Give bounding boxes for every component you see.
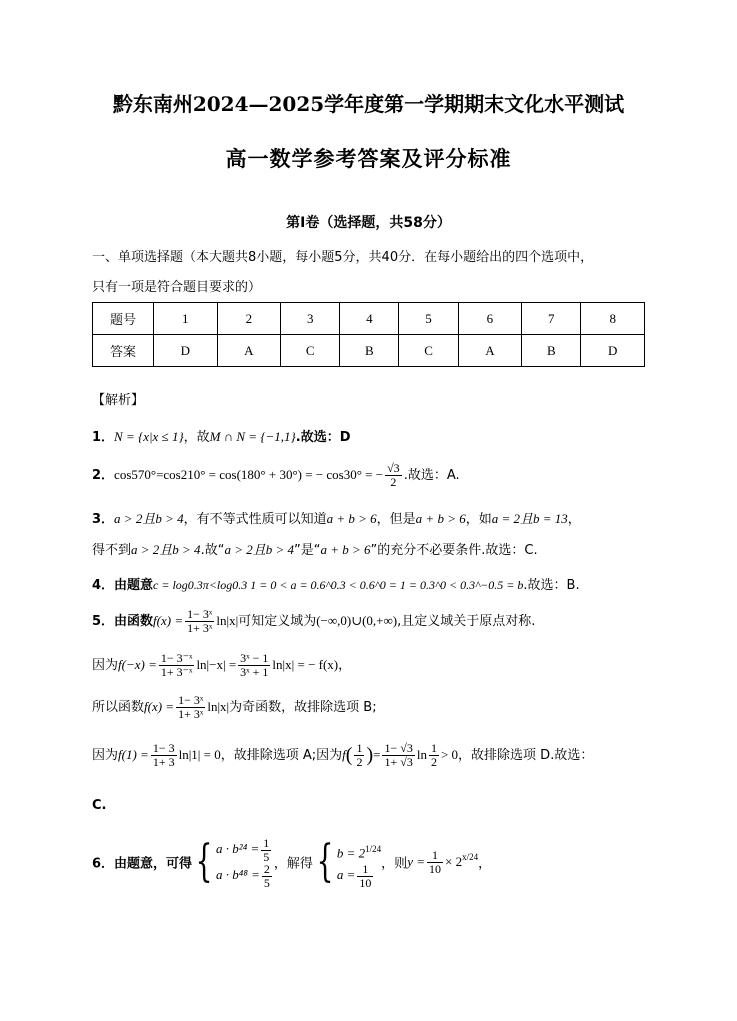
text: ，解得 (273, 856, 313, 872)
row-label-answer: 答案 (93, 335, 154, 367)
fraction-numerator: √3 (387, 461, 400, 475)
fraction-denominator: 5 (263, 849, 270, 864)
fraction (176, 694, 205, 721)
math-expr: a = (336, 867, 356, 882)
math-expr: > 0 (440, 747, 459, 762)
math-expr: c = log0.3π<log0.3 1 = 0 < a = 0.6^0.3 < 0.6^0 = 1 = 0.3^0 < 0.3^−0.5 = b (153, 578, 524, 592)
solution-5-line-5: C. (92, 798, 107, 813)
text: ，有不等式性质可以知道 (183, 512, 327, 527)
math-expr: = (373, 747, 381, 762)
math-expr: N = {x|x ≤ 1} (114, 429, 184, 444)
left-brace-icon: { (195, 836, 213, 887)
math-expr: a · b²⁴ = (216, 841, 260, 856)
intro-line-1: 一、单项选择题（本大题共8小题，每小题5分，共40分．在每小题给出的四个选项中， (92, 250, 594, 265)
solution-5-line-4: 因为f(1) = $\frac{1- 3}{1+ 3}$ ln|1| = 0，故排除选项 A;因为f( $\frac{1}{2}$ )= $\frac{1- √3}{1+ √3}$ ln $\frac{1}{2}$ > 0，故排除选项 D.故选： (92, 741, 594, 769)
math-expr: ln|x| (216, 613, 239, 628)
math-expr: ln|x| = − f(x) (272, 657, 339, 672)
section-heading: 第Ⅰ卷（选择题，共58分） (286, 215, 451, 231)
fraction-numerator: 1 (357, 863, 373, 877)
fraction (238, 652, 270, 679)
equation-row (216, 862, 274, 888)
solution-5-line-3 (92, 694, 377, 721)
math-expr: f(x) = (153, 613, 184, 628)
fraction (385, 462, 402, 489)
fraction-denominator: 2 (430, 755, 437, 769)
fraction-denominator: 5 (263, 875, 270, 890)
question-number: 8 (581, 303, 645, 335)
fraction (357, 863, 373, 890)
solution-6 (92, 836, 491, 888)
text: ，故排除选项 A;因为 (220, 748, 343, 763)
fraction-numerator: 2 (263, 861, 270, 876)
fraction-numerator: 1 (430, 741, 437, 755)
document-title: 黔东南州2024—2025学年度第一学期期末文化水平测试 (112, 92, 625, 116)
fraction (151, 742, 177, 769)
fraction-numerator: 1− 3 (152, 741, 175, 755)
math-expr: × 2 (444, 854, 463, 869)
math-expr: a · b⁴⁸ = (216, 867, 260, 882)
text: ，故 (183, 430, 210, 445)
text: 所以函数 (92, 700, 145, 715)
answer-cell: A (458, 335, 522, 367)
question-number: 4 (340, 303, 399, 335)
text: ， (478, 856, 492, 872)
solution-number: 5．由函数 (92, 614, 154, 629)
text: 为奇函数，故排除选项 B; (229, 700, 377, 715)
answer-cell: B (522, 335, 581, 367)
answer-cell: C (281, 335, 340, 367)
math-expr: (−∞,0)∪(0,+∞) (316, 613, 398, 628)
fraction-numerator: 1− 3ˣ (178, 693, 204, 707)
fraction-numerator: 1− 3⁻ˣ (160, 651, 193, 665)
fraction-numerator: 1 (356, 741, 363, 755)
text: ”是“ (293, 543, 321, 558)
fraction (427, 849, 443, 876)
answer-table (92, 302, 645, 367)
equation-row (216, 836, 274, 862)
document-subtitle: 高一数学参考答案及评分标准 (225, 147, 512, 171)
math-expr: ln (416, 747, 427, 762)
left-brace-icon: { (316, 836, 334, 887)
solution-3-line-2 (92, 539, 538, 558)
text: ，如 (465, 512, 492, 527)
fraction-denominator: 1+ 3ˣ (187, 621, 213, 635)
exponent: 1/24 (365, 844, 382, 854)
fraction-denominator: 1+ 3 (152, 755, 175, 769)
math-expr: a > 2且b > 4 (224, 542, 294, 557)
text: ，但是 (376, 512, 416, 527)
fraction-denominator: 10 (428, 861, 441, 876)
fraction (429, 742, 439, 769)
question-number: 3 (281, 303, 340, 335)
fraction-denominator: 2 (390, 475, 397, 489)
equation-row (337, 836, 381, 862)
equation-system (216, 836, 274, 888)
math-expr: cos570°=cos210° = cos(180° + 30°) = − cos30° = − (114, 467, 384, 482)
fraction-numerator: 1− √3 (384, 741, 413, 755)
fraction-denominator: 3ˣ + 1 (240, 665, 269, 679)
math-expr: f (342, 747, 346, 762)
solution-1 (92, 426, 350, 445)
question-number: 5 (399, 303, 458, 335)
fraction-denominator: 10 (359, 875, 372, 890)
solution-5-line-1 (92, 608, 535, 635)
fraction (382, 742, 414, 769)
question-number: 1 (154, 303, 218, 335)
solution-5-line-2 (92, 652, 351, 679)
math-expr: a > 2且b > 4 (131, 542, 201, 557)
answer-choice: .故选：B. (523, 578, 580, 593)
math-expr: ln|1| = 0 (178, 747, 221, 762)
solution-number: 2． (92, 468, 115, 483)
text: 因为 (92, 658, 119, 673)
math-expr: a + b > 6 (326, 511, 377, 526)
solution-number: 4．由题意 (92, 578, 154, 593)
fraction-numerator: 1− 3ˣ (187, 607, 213, 621)
question-number: 7 (522, 303, 581, 335)
solution-number: 3． (92, 512, 115, 527)
answer-cell: B (340, 335, 399, 367)
solution-number: 6．由题意，可得 (92, 856, 193, 872)
fraction (185, 608, 214, 635)
text: ，故排除选项 D.故选： (458, 748, 594, 763)
math-expr: a > 2且b > 4 (114, 511, 184, 526)
math-expr: M ∩ N = {−1,1} (209, 429, 296, 444)
math-expr: y = (407, 854, 425, 869)
solution-2 (92, 462, 460, 489)
fraction (159, 652, 195, 679)
answer-cell: D (154, 335, 218, 367)
math-expr: b = 2 (336, 845, 366, 861)
fraction-numerator: 1 (263, 835, 270, 850)
fraction (354, 742, 364, 769)
math-expr: a + b > 6 (415, 511, 466, 526)
intro-line-2: 只有一项是符合题目要求的） (92, 280, 262, 295)
solution-3-line-1 (92, 508, 581, 527)
exponent: x/24 (462, 852, 479, 863)
answer-cell: A (217, 335, 281, 367)
text: 得不到 (92, 543, 132, 558)
table-row-numbers (93, 303, 645, 335)
text: ， (567, 512, 581, 527)
math-expr: a = 2且b = 13 (491, 511, 568, 526)
fraction (262, 863, 272, 890)
text: .故“ (200, 543, 225, 558)
text: ， (338, 658, 352, 673)
question-number: 2 (217, 303, 281, 335)
math-expr: a + b > 6 (320, 542, 371, 557)
fraction-denominator: 1+ √3 (384, 755, 413, 769)
math-expr: f(1) = (118, 747, 149, 762)
math-expr: ln|−x| = (196, 657, 237, 672)
fraction-numerator: 3ˣ − 1 (240, 651, 269, 665)
math-expr: ln|x| (207, 699, 230, 714)
text: ,且定义域关于原点对称. (397, 614, 536, 629)
text: 因为 (92, 748, 119, 763)
solution-number: 1． (92, 430, 115, 445)
row-label-number: 题号 (93, 303, 154, 335)
analysis-label: 【解析】 (92, 393, 145, 408)
fraction-denominator: 2 (356, 755, 363, 769)
fraction-numerator: 1 (427, 849, 443, 863)
question-number: 6 (458, 303, 522, 335)
equation-system (337, 836, 381, 888)
text: ，则 (381, 856, 408, 872)
table-row-answers (93, 335, 645, 367)
fraction-denominator: 1+ 3⁻ˣ (160, 665, 193, 679)
text: ”的充分不必要条件.故选：C. (370, 543, 538, 558)
answer-choice: .故选：A. (403, 468, 460, 483)
answer-cell: D (581, 335, 645, 367)
fraction-denominator: 1+ 3ˣ (178, 707, 204, 721)
math-expr: f(x) = (144, 699, 175, 714)
equation-row (337, 862, 381, 888)
answer-choice: .故选：D (295, 430, 351, 445)
answer-cell: C (399, 335, 458, 367)
math-expr: f(−x) = (118, 657, 157, 672)
fraction (261, 837, 271, 864)
solution-4 (92, 574, 580, 593)
text: 可知定义域为 (238, 614, 317, 629)
